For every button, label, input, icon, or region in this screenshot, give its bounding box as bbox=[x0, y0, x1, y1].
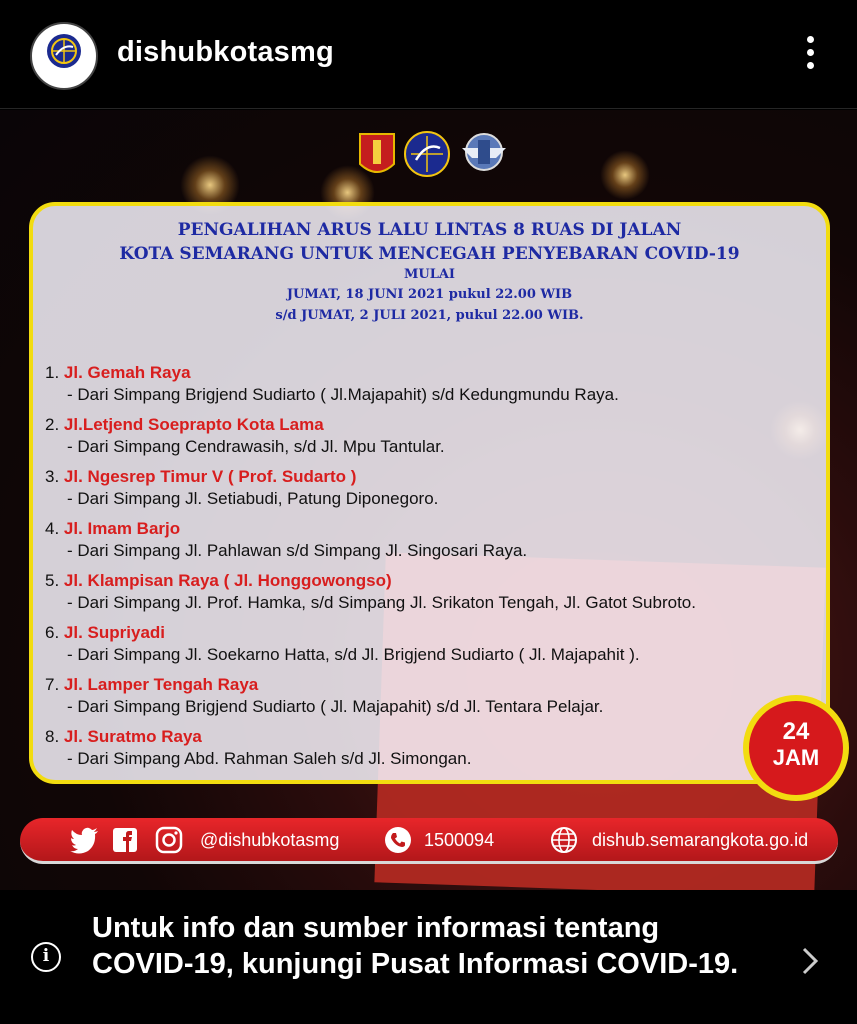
post-image[interactable] bbox=[0, 110, 857, 890]
road-detail: - Dari Simpang Brigjend Sudiarto ( Jl.Majapahit) s/d Kedungmundu Raya. bbox=[67, 385, 619, 404]
social-handle: @dishubkotasmg bbox=[200, 830, 340, 850]
road-name: Jl. Lamper Tengah Raya bbox=[63, 675, 259, 694]
list-item bbox=[45, 726, 815, 778]
list-item bbox=[45, 414, 815, 466]
contact-bar bbox=[20, 818, 838, 864]
list-item bbox=[45, 570, 815, 622]
phone-number: 1500094 bbox=[424, 830, 495, 850]
globe-icon bbox=[550, 826, 578, 854]
twitter-icon bbox=[70, 826, 100, 854]
road-detail: - Dari Simpang Jl. Pahlawan s/d Simpang Jl. Singosari Raya. bbox=[67, 541, 528, 560]
road-name: Jl.Letjend Soeprapto Kota Lama bbox=[63, 415, 324, 434]
covid-info-banner[interactable] bbox=[0, 890, 857, 1024]
road-name: Jl. Klampisan Raya ( Jl. Honggowongso) bbox=[63, 571, 392, 590]
website: dishub.semarangkota.go.id bbox=[592, 830, 809, 850]
road-name: Jl. Gemah Raya bbox=[63, 363, 191, 382]
road-name: Jl. Ngesrep Timur V ( Prof. Sudarto ) bbox=[63, 467, 357, 486]
info-panel bbox=[29, 202, 830, 784]
badge-number: 24 bbox=[782, 718, 810, 745]
item-number: 3. bbox=[45, 467, 60, 486]
road-detail: - Dari Simpang Jl. Soekarno Hatta, s/d Jl. Brigjend Sudiarto ( Jl. Majapahit ). bbox=[67, 645, 640, 664]
item-number: 4. bbox=[45, 519, 60, 538]
chevron-right-icon[interactable] bbox=[800, 946, 820, 976]
info-icon: i bbox=[31, 942, 61, 972]
post-header bbox=[0, 0, 857, 109]
avatar[interactable] bbox=[30, 22, 98, 90]
24-hour-badge bbox=[743, 695, 849, 801]
list-item bbox=[45, 518, 815, 570]
item-number: 8. bbox=[45, 727, 60, 746]
instagram-icon bbox=[155, 826, 183, 854]
poster-title-line2: KOTA SEMARANG UNTUK MENCEGAH PENYEBARAN COVID-19 bbox=[119, 244, 740, 264]
list-item bbox=[45, 622, 815, 674]
more-options-icon[interactable] bbox=[796, 36, 824, 76]
phone-icon bbox=[384, 826, 412, 854]
road-name: Jl. Suratmo Raya bbox=[63, 727, 202, 746]
road-detail: - Dari Simpang Abd. Rahman Saleh s/d Jl. Simongan. bbox=[67, 749, 472, 768]
road-name: Jl. Supriyadi bbox=[63, 623, 166, 642]
poster-title-line1: PENGALIHAN ARUS LALU LINTAS 8 RUAS DI JALAN bbox=[177, 220, 682, 240]
item-number: 7. bbox=[45, 675, 60, 694]
list-item bbox=[45, 362, 815, 414]
item-number: 6. bbox=[45, 623, 60, 642]
badge-unit: JAM bbox=[772, 745, 820, 770]
date-end: s/d JUMAT, 2 JULI 2021, pukul 22.00 WIB. bbox=[275, 308, 584, 323]
item-number: 1. bbox=[45, 363, 60, 382]
username[interactable]: dishubkotasmg bbox=[117, 36, 334, 68]
road-detail: - Dari Simpang Brigjend Sudiarto ( Jl. Majapahit) s/d Jl. Tentara Pelajar. bbox=[67, 697, 604, 716]
start-label: MULAI bbox=[403, 267, 456, 282]
road-detail: - Dari Simpang Jl. Prof. Hamka, s/d Simpang Jl. Srikaton Tengah, Jl. Gatot Subroto. bbox=[67, 593, 696, 612]
item-number: 2. bbox=[45, 415, 60, 434]
road-detail: - Dari Simpang Cendrawasih, s/d Jl. Mpu Tantular. bbox=[67, 437, 445, 456]
date-start: JUMAT, 18 JUNI 2021 pukul 22.00 WIB bbox=[286, 287, 573, 302]
road-name: Jl. Imam Barjo bbox=[63, 519, 181, 538]
road-detail: - Dari Simpang Jl. Setiabudi, Patung Diponegoro. bbox=[67, 489, 439, 508]
road-list bbox=[45, 362, 815, 778]
agency-logos bbox=[356, 128, 516, 182]
facebook-icon bbox=[112, 826, 138, 854]
covid-info-text: Untuk info dan sumber informasi tentang COVID-19, kunjungi Pusat Informasi COVID-19. bbox=[92, 912, 739, 980]
list-item bbox=[45, 674, 815, 726]
list-item bbox=[45, 466, 815, 518]
item-number: 5. bbox=[45, 571, 60, 590]
